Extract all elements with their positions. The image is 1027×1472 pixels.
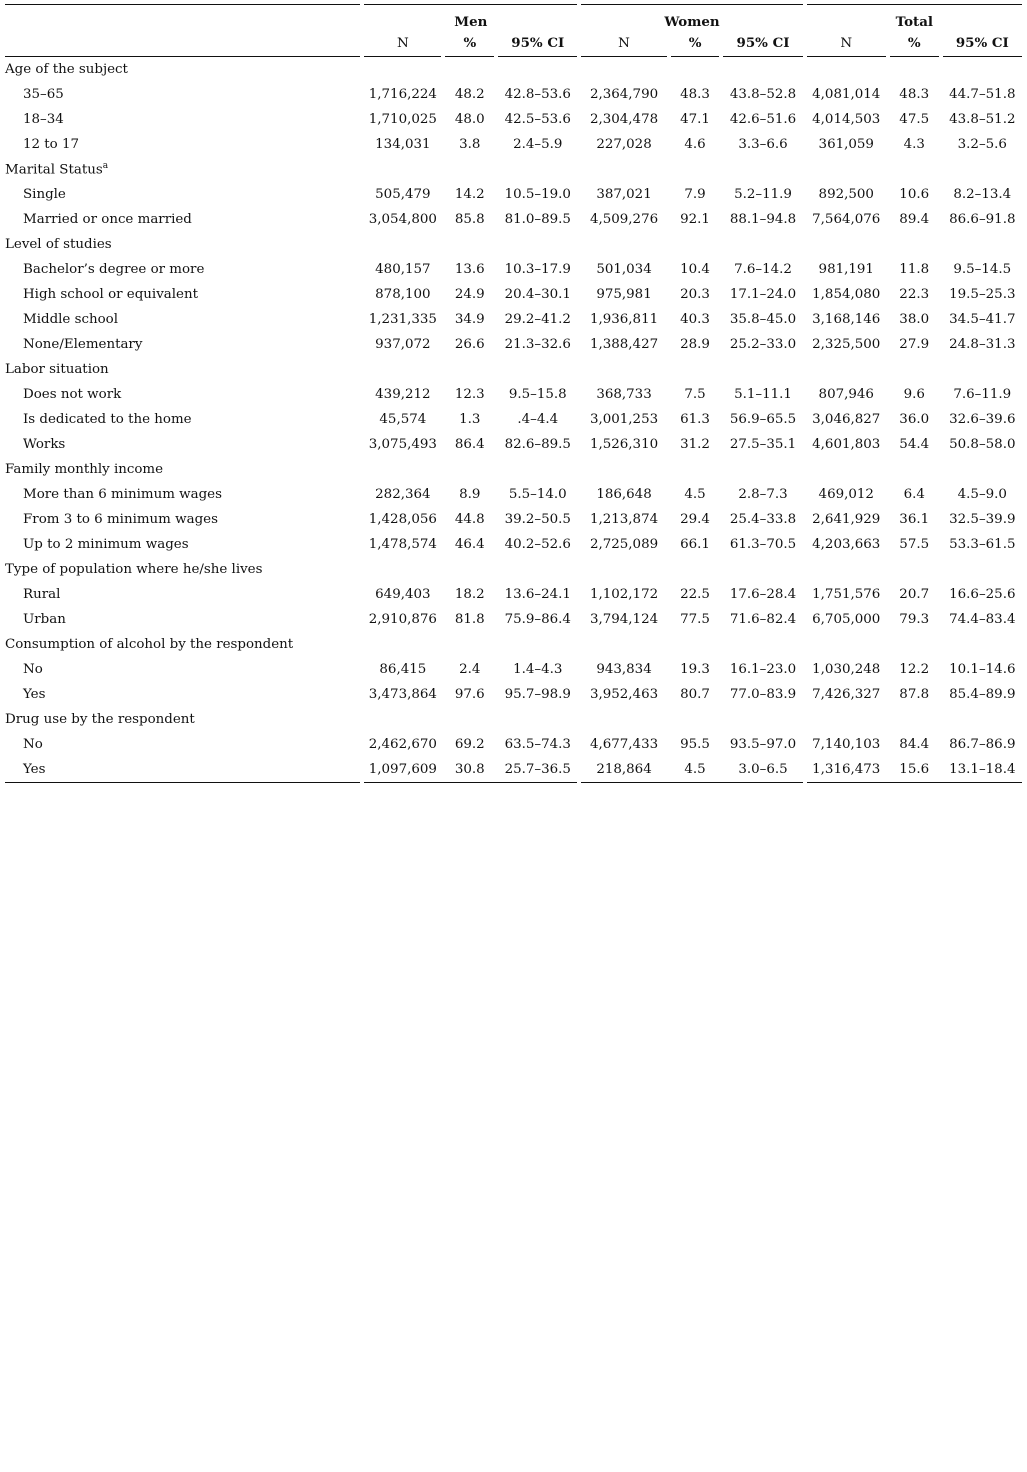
cell-n: 981,191	[818, 262, 874, 277]
group-header-men: Men	[364, 4, 577, 30]
cell-n: 3,473,864	[368, 687, 437, 702]
cell-n: 1,710,025	[368, 112, 437, 127]
subheader-n: N	[581, 30, 666, 57]
cell-n: 227,028	[596, 137, 652, 152]
cell-n: 943,834	[596, 662, 652, 677]
table-row	[5, 732, 1022, 757]
cell-pct: 47.1	[680, 112, 710, 127]
cell-n: 86,415	[379, 662, 427, 677]
row-label: Is dedicated to the home	[23, 412, 192, 427]
cell-ci: 32.6–39.6	[949, 412, 1016, 427]
cell-ci: 21.3–32.6	[504, 337, 571, 352]
row-label: None/Elementary	[23, 337, 143, 352]
cell-n: 1,231,335	[368, 312, 437, 327]
cell-pct: 3.8	[459, 137, 481, 152]
header-blank	[5, 4, 360, 30]
section-header-row	[5, 357, 1022, 382]
cell-pct: 1.3	[459, 412, 481, 427]
cell-pct: 87.8	[899, 687, 930, 702]
cell-n: 1,097,609	[364, 757, 441, 783]
cell-ci: 39.2–50.5	[504, 512, 571, 527]
cell-ci: 32.5–39.9	[949, 512, 1016, 527]
cell-n: 6,705,000	[812, 612, 881, 627]
table-row	[5, 332, 1022, 357]
section-title-text: Type of population where he/she lives	[5, 562, 263, 577]
subheader-pct: %	[445, 30, 494, 57]
cell-n: 2,364,790	[589, 87, 659, 102]
cell-n: 186,648	[596, 487, 652, 502]
cell-n: 649,403	[375, 587, 431, 602]
cell-n: 7,140,103	[812, 737, 881, 752]
subheader-pct: %	[890, 30, 939, 57]
cell-n: 4,014,503	[812, 112, 881, 127]
table-row	[5, 532, 1022, 557]
cell-n: 7,426,327	[812, 687, 881, 702]
footnote-marker: a	[102, 161, 109, 172]
cell-pct: 11.8	[899, 262, 930, 277]
cell-n: 2,910,876	[368, 612, 437, 627]
cell-ci: 13.1–18.4	[943, 757, 1022, 783]
cell-ci: 29.2–41.2	[504, 312, 571, 327]
cell-ci: 16.6–25.6	[949, 587, 1016, 602]
section-header-row	[5, 632, 1022, 657]
cell-pct: 18.2	[454, 587, 485, 602]
row-label: Works	[23, 437, 66, 452]
cell-pct: 24.9	[454, 287, 485, 302]
cell-n: 2,725,089	[589, 537, 659, 552]
cell-ci: 43.8–52.8	[729, 87, 797, 102]
cell-n: 1,751,576	[812, 587, 881, 602]
cell-n: 1,213,874	[589, 512, 659, 527]
row-label: More than 6 minimum wages	[23, 487, 222, 502]
cell-ci: 25.4–33.8	[729, 512, 797, 527]
cell-ci: 1.4–4.3	[513, 662, 563, 677]
cell-pct: 48.3	[680, 87, 710, 102]
cell-pct: 4.5	[671, 757, 720, 783]
cell-ci: .4–4.4	[517, 412, 559, 427]
cell-ci: 75.9–86.4	[504, 612, 571, 627]
cell-pct: 28.9	[680, 337, 710, 352]
cell-ci: 3.2–5.6	[957, 137, 1007, 152]
section-header-row	[5, 232, 1022, 257]
cell-ci: 5.2–11.9	[734, 187, 792, 202]
cell-pct: 79.3	[899, 612, 930, 627]
cell-pct: 10.6	[899, 187, 930, 202]
cell-n: 3,075,493	[368, 437, 437, 452]
section-title	[5, 457, 360, 482]
table-row	[5, 432, 1022, 457]
cell-pct: 69.2	[454, 737, 485, 752]
cell-pct: 86.4	[454, 437, 485, 452]
cell-pct: 22.5	[680, 587, 710, 602]
cell-n: 134,031	[375, 137, 431, 152]
row-label: 18–34	[23, 112, 64, 127]
cell-n: 892,500	[818, 187, 874, 202]
subheader-n: N	[364, 30, 441, 57]
cell-pct: 40.3	[680, 312, 710, 327]
section-title-text: Level of studies	[5, 237, 112, 252]
cell-n: 3,001,253	[589, 412, 659, 427]
section-title-text: Consumption of alcohol by the respondent	[5, 637, 294, 652]
cell-pct: 29.4	[680, 512, 710, 527]
table-row	[5, 507, 1022, 532]
cell-n: 807,946	[818, 387, 874, 402]
subheader-n: N	[807, 30, 886, 57]
cell-ci: 44.7–51.8	[949, 87, 1016, 102]
cell-pct: 9.6	[903, 387, 925, 402]
cell-ci: 61.3–70.5	[729, 537, 797, 552]
row-label: From 3 to 6 minimum wages	[23, 512, 218, 527]
cell-pct: 22.3	[899, 287, 930, 302]
section-header-row	[5, 707, 1022, 732]
table-row	[5, 607, 1022, 632]
row-label: 12 to 17	[23, 137, 80, 152]
cell-pct: 7.9	[684, 187, 706, 202]
subheader-ci: 95% CI	[943, 30, 1022, 57]
cell-pct: 57.5	[899, 537, 930, 552]
table-row	[5, 482, 1022, 507]
table-row	[5, 132, 1022, 157]
cell-pct: 34.9	[454, 312, 485, 327]
cell-ci: 5.5–14.0	[508, 487, 567, 502]
cell-ci: 7.6–14.2	[734, 262, 792, 277]
cell-ci: 5.1–11.1	[734, 387, 792, 402]
section-title	[5, 557, 360, 582]
group-header-total: Total	[807, 4, 1022, 30]
cell-n: 1,316,473	[807, 757, 886, 783]
table-row	[5, 407, 1022, 432]
cell-pct: 31.2	[680, 437, 710, 452]
group-header-women: Women	[581, 4, 802, 30]
cell-ci: 27.5–35.1	[729, 437, 797, 452]
cell-ci: 7.6–11.9	[953, 387, 1012, 402]
section-title	[5, 157, 360, 182]
cell-n: 4,509,276	[589, 212, 659, 227]
cell-n: 7,564,076	[812, 212, 881, 227]
section-header-row	[5, 57, 1022, 82]
section-title-text: Marital Status	[5, 162, 103, 178]
row-label: Married or once married	[23, 212, 192, 227]
row-label: Urban	[23, 612, 66, 627]
cell-n: 2,325,500	[812, 337, 881, 352]
section-title	[5, 632, 360, 657]
cell-pct: 36.1	[899, 512, 930, 527]
cell-pct: 27.9	[899, 337, 930, 352]
cell-n: 3,794,124	[589, 612, 659, 627]
cell-n: 3,952,463	[589, 687, 659, 702]
cell-ci: 10.3–17.9	[504, 262, 571, 277]
cell-ci: 42.5–53.6	[504, 112, 571, 127]
cell-pct: 10.4	[680, 262, 710, 277]
cell-n: 4,203,663	[812, 537, 881, 552]
cell-n: 2,641,929	[812, 512, 881, 527]
cell-pct: 4.3	[903, 137, 925, 152]
cell-pct: 26.6	[454, 337, 485, 352]
cell-n: 1,478,574	[368, 537, 437, 552]
table-row	[5, 582, 1022, 607]
subheader-pct: %	[671, 30, 720, 57]
section-title-text: Age of the subject	[5, 62, 128, 77]
cell-pct: 20.7	[899, 587, 930, 602]
cell-pct: 97.6	[454, 687, 485, 702]
section-title-text: Labor situation	[5, 362, 109, 377]
cell-ci: 10.1–14.6	[949, 662, 1016, 677]
cell-n: 505,479	[375, 187, 431, 202]
cell-ci: 19.5–25.3	[949, 287, 1016, 302]
cell-ci: 86.7–86.9	[949, 737, 1016, 752]
cell-ci: 77.0–83.9	[729, 687, 797, 702]
row-label: Yes	[23, 687, 46, 702]
cell-n: 3,054,800	[368, 212, 437, 227]
cell-ci: 85.4–89.9	[949, 687, 1016, 702]
cell-pct: 4.5	[684, 487, 706, 502]
cell-n: 45,574	[379, 412, 427, 427]
cell-n: 2,462,670	[368, 737, 437, 752]
cell-ci: 13.6–24.1	[504, 587, 571, 602]
cell-n: 1,102,172	[589, 587, 659, 602]
cell-ci: 53.3–61.5	[949, 537, 1016, 552]
section-header-row	[5, 457, 1022, 482]
cell-ci: 95.7–98.9	[504, 687, 571, 702]
table-row	[5, 257, 1022, 282]
cell-n: 218,864	[581, 757, 666, 783]
cell-pct: 81.8	[454, 612, 485, 627]
cell-n: 1,526,310	[589, 437, 659, 452]
cell-ci: 74.4–83.4	[949, 612, 1016, 627]
cell-pct: 89.4	[899, 212, 930, 227]
row-label: Up to 2 minimum wages	[23, 537, 189, 552]
cell-n: 878,100	[375, 287, 431, 302]
cell-pct: 61.3	[680, 412, 710, 427]
cell-ci: 9.5–15.8	[508, 387, 567, 402]
section-header-row	[5, 557, 1022, 582]
cell-pct: 48.0	[454, 112, 485, 127]
row-label: Bachelor’s degree or more	[23, 262, 205, 277]
cell-pct: 47.5	[899, 112, 930, 127]
cell-ci: 81.0–89.5	[504, 212, 571, 227]
subheader-blank	[5, 30, 360, 57]
cell-pct: 84.4	[899, 737, 930, 752]
cell-pct: 38.0	[899, 312, 930, 327]
cell-pct: 46.4	[454, 537, 485, 552]
table-row	[5, 282, 1022, 307]
row-label: 35–65	[23, 87, 64, 102]
cell-ci: 25.7–36.5	[498, 757, 577, 783]
table-row	[5, 107, 1022, 132]
cell-pct: 20.3	[680, 287, 710, 302]
row-label: Does not work	[23, 387, 122, 402]
row-label: Single	[23, 187, 66, 202]
cell-pct: 48.3	[899, 87, 930, 102]
cell-n: 1,854,080	[812, 287, 881, 302]
section-title	[5, 232, 360, 257]
cell-pct: 44.8	[454, 512, 485, 527]
row-label: Yes	[5, 757, 360, 783]
cell-ci: 2.8–7.3	[738, 487, 788, 502]
cell-n: 282,364	[375, 487, 431, 502]
cell-n: 480,157	[375, 262, 431, 277]
cell-ci: 8.2–13.4	[953, 187, 1012, 202]
cell-ci: 50.8–58.0	[949, 437, 1016, 452]
cell-ci: 2.4–5.9	[513, 137, 563, 152]
cell-n: 1,936,811	[589, 312, 659, 327]
table-row	[5, 207, 1022, 232]
section-header-row	[5, 157, 1022, 182]
row-label: No	[23, 737, 43, 752]
cell-ci: 20.4–30.1	[504, 287, 571, 302]
table-row	[5, 182, 1022, 207]
cell-ci: 34.5–41.7	[949, 312, 1016, 327]
subheader-ci: 95% CI	[723, 30, 802, 57]
cell-ci: 17.6–28.4	[729, 587, 797, 602]
cell-n: 937,072	[375, 337, 431, 352]
row-label: Middle school	[23, 312, 119, 327]
cell-ci: 71.6–82.4	[729, 612, 797, 627]
cell-ci: 3.3–6.6	[738, 137, 788, 152]
cell-ci: 35.8–45.0	[729, 312, 797, 327]
subheader-ci: 95% CI	[498, 30, 577, 57]
cell-ci: 25.2–33.0	[729, 337, 797, 352]
cell-pct: 8.9	[459, 487, 481, 502]
row-label: Rural	[23, 587, 61, 602]
cell-ci: 9.5–14.5	[953, 262, 1012, 277]
cell-pct: 6.4	[903, 487, 925, 502]
cell-ci: 10.5–19.0	[504, 187, 571, 202]
cell-ci: 56.9–65.5	[729, 412, 797, 427]
cell-pct: 14.2	[454, 187, 485, 202]
cell-pct: 92.1	[680, 212, 710, 227]
cell-ci: 42.6–51.6	[729, 112, 797, 127]
data-table	[5, 4, 1022, 783]
cell-n: 1,030,248	[812, 662, 881, 677]
table-row	[5, 307, 1022, 332]
row-label: High school or equivalent	[23, 287, 198, 302]
cell-n: 1,716,224	[368, 87, 437, 102]
cell-n: 368,733	[596, 387, 652, 402]
cell-n: 4,601,803	[812, 437, 881, 452]
cell-pct: 7.5	[684, 387, 706, 402]
cell-ci: 4.5–9.0	[957, 487, 1007, 502]
cell-pct: 66.1	[680, 537, 710, 552]
cell-pct: 54.4	[899, 437, 930, 452]
section-title-text: Drug use by the respondent	[5, 712, 195, 727]
cell-ci: 88.1–94.8	[729, 212, 797, 227]
cell-n: 3,168,146	[812, 312, 881, 327]
cell-pct: 4.6	[684, 137, 706, 152]
cell-pct: 15.6	[890, 757, 939, 783]
section-title	[5, 357, 360, 382]
cell-pct: 2.4	[459, 662, 481, 677]
cell-n: 4,677,433	[589, 737, 659, 752]
cell-n: 387,021	[596, 187, 652, 202]
table-row	[5, 82, 1022, 107]
cell-ci: 82.6–89.5	[504, 437, 571, 452]
cell-n: 1,388,427	[589, 337, 659, 352]
section-title	[5, 707, 360, 732]
cell-ci: 63.5–74.3	[504, 737, 571, 752]
cell-n: 3,046,827	[812, 412, 881, 427]
cell-n: 2,304,478	[589, 112, 659, 127]
cell-ci: 43.8–51.2	[949, 112, 1016, 127]
section-title-text: Family monthly income	[5, 462, 164, 477]
cell-ci: 93.5–97.0	[729, 737, 797, 752]
cell-n: 4,081,014	[812, 87, 881, 102]
cell-n: 469,012	[818, 487, 874, 502]
table-row	[5, 657, 1022, 682]
cell-n: 439,212	[375, 387, 431, 402]
cell-pct: 80.7	[680, 687, 710, 702]
section-title	[5, 57, 360, 82]
cell-ci: 24.8–31.3	[949, 337, 1016, 352]
row-label: No	[23, 662, 43, 677]
cell-pct: 77.5	[680, 612, 710, 627]
cell-ci: 16.1–23.0	[729, 662, 797, 677]
cell-pct: 48.2	[454, 87, 485, 102]
cell-pct: 13.6	[454, 262, 485, 277]
cell-ci: 86.6–91.8	[949, 212, 1016, 227]
cell-pct: 12.3	[454, 387, 485, 402]
cell-ci: 40.2–52.6	[504, 537, 571, 552]
table-row	[5, 682, 1022, 707]
cell-pct: 85.8	[454, 212, 485, 227]
cell-pct: 95.5	[680, 737, 710, 752]
cell-n: 1,428,056	[368, 512, 437, 527]
cell-ci: 42.8–53.6	[504, 87, 571, 102]
cell-ci: 3.0–6.5	[723, 757, 802, 783]
cell-n: 361,059	[818, 137, 874, 152]
cell-n: 975,981	[596, 287, 652, 302]
cell-ci: 17.1–24.0	[729, 287, 797, 302]
cell-pct: 12.2	[899, 662, 930, 677]
cell-n: 501,034	[596, 262, 652, 277]
table-row	[5, 757, 1022, 783]
table-row	[5, 382, 1022, 407]
cell-pct: 30.8	[445, 757, 494, 783]
cell-pct: 19.3	[680, 662, 710, 677]
cell-pct: 36.0	[899, 412, 930, 427]
